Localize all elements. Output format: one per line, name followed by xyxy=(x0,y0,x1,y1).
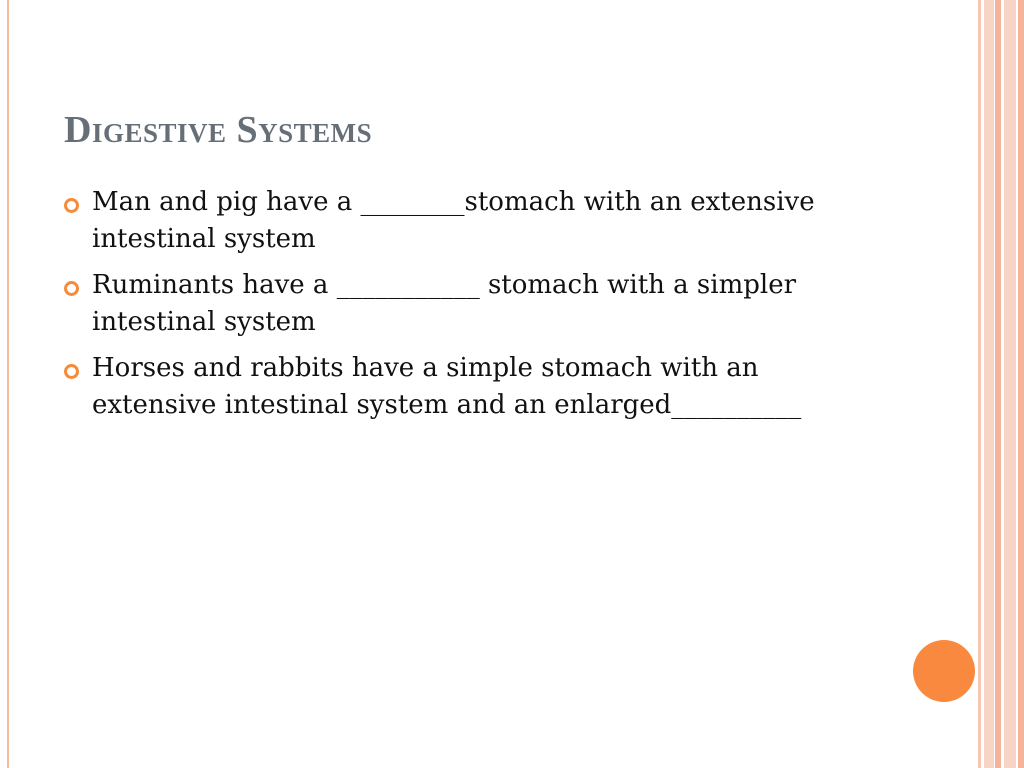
bullet-text: Horses and rabbits have a simple stomach with an extensive intestinal system and an enlarged__________ xyxy=(92,353,802,420)
decorative-circle xyxy=(913,640,975,702)
slide-title: Digestive Systems xyxy=(64,109,373,151)
right-stripe xyxy=(978,0,981,768)
right-stripe xyxy=(1004,0,1016,768)
bullet-item xyxy=(64,350,854,424)
bullet-item xyxy=(64,184,854,258)
right-stripe xyxy=(995,0,1001,768)
bullet-circle-icon xyxy=(64,364,79,379)
bullet-list xyxy=(64,184,854,433)
bullet-circle-icon xyxy=(64,281,79,296)
right-stripe xyxy=(1018,0,1024,768)
bullet-text: Ruminants have a ___________ stomach with a simpler intestinal system xyxy=(92,270,805,337)
right-stripe xyxy=(984,0,994,768)
bullet-text: Man and pig have a ________stomach with an extensive intestinal system xyxy=(92,187,823,254)
left-frame-line xyxy=(7,0,9,768)
bullet-item xyxy=(64,267,854,341)
bullet-circle-icon xyxy=(64,198,79,213)
